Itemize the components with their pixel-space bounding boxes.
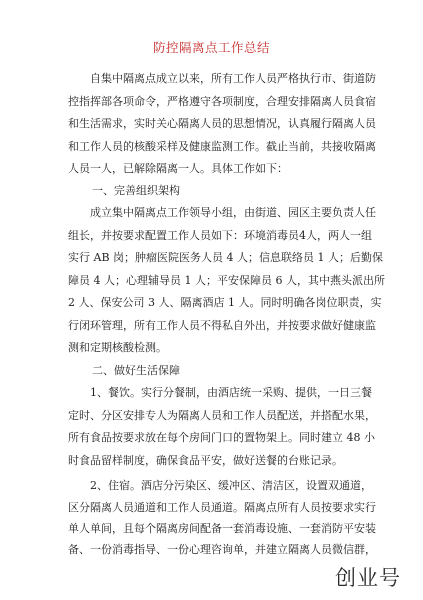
paragraph-line: 2 人、保安公司 3 人、隔离酒店 1 人。同时明确各岗位职责，实 bbox=[68, 296, 382, 309]
paragraph-line: 实行 AB 岗；肿瘤医院医务人员 4 人；信息联络员 1 人；后勤保 bbox=[68, 251, 384, 264]
paragraph-line: 单人单间，且每个隔离房间配备一套消毒设施、一套消防平安装 bbox=[68, 522, 376, 535]
paragraph-line: 和工作人员的核酸采样及健康监测工作。截止当前，共接收隔离 bbox=[68, 140, 376, 153]
paragraph-line: 测和定期核酸检测。 bbox=[68, 341, 167, 354]
paragraph-line: 自集中隔离点成立以来，所有工作人员严格执行市、街道防 bbox=[90, 72, 376, 85]
paragraph-line: 定时、分区安排专人为隔离人员和工作人员配送，并搭配水果， bbox=[68, 409, 376, 422]
paragraph-line: 人员一人，已解除隔离一人。具体工作如下： bbox=[68, 162, 288, 175]
paragraph-line: 备、一份消毒指导、一份心理咨询单，并建立隔离人员微信群， bbox=[68, 543, 376, 556]
paragraph-line: 行闭环管理，所有工作人员不得私自外出，并按要求做好健康监 bbox=[68, 319, 376, 332]
document-title: 防控隔离点工作总结 bbox=[152, 40, 270, 55]
paragraph-line: 1、餐饮。实行分餐制，由酒店统一采购、提供，一日三餐 bbox=[90, 386, 372, 399]
paragraph-line: 组长，并按要求配置工作人员如下：环境消毒员4人，两人一组 bbox=[68, 229, 372, 242]
paragraph-line: 控指挥部各项命令，严格遵守各项制度，合理安排隔离人员食宿 bbox=[68, 95, 376, 108]
paragraph-line: 障员 4 人；心理辅导员 1 人；平安保障员 6 人，其中燕头派出所 bbox=[68, 274, 385, 287]
paragraph-line: 2、住宿。酒店分污染区、缓冲区、清洁区，设置双通道， bbox=[90, 479, 372, 492]
source-watermark: 创业号 bbox=[335, 566, 401, 590]
paragraph-line: 所有食品按要求放在每个房间门口的置物架上。同时建立 48 小 bbox=[68, 431, 375, 444]
paragraph-line: 时食品留样制度，确保食品平安，做好送餐的台账记录。 bbox=[68, 454, 343, 467]
paragraph-line: 成立集中隔离点工作领导小组，由街道、园区主要负责人任 bbox=[90, 206, 376, 219]
section-heading: 一、完善组织架构 bbox=[92, 184, 180, 197]
paragraph-line: 区分隔离人员通道和工作人员通道。隔离点所有人员按要求实行 bbox=[68, 501, 376, 514]
paragraph-line: 和生活需求，实时关心隔离人员的思想情况，认真履行隔离人员 bbox=[68, 117, 376, 130]
section-heading: 二、做好生活保障 bbox=[92, 364, 180, 377]
